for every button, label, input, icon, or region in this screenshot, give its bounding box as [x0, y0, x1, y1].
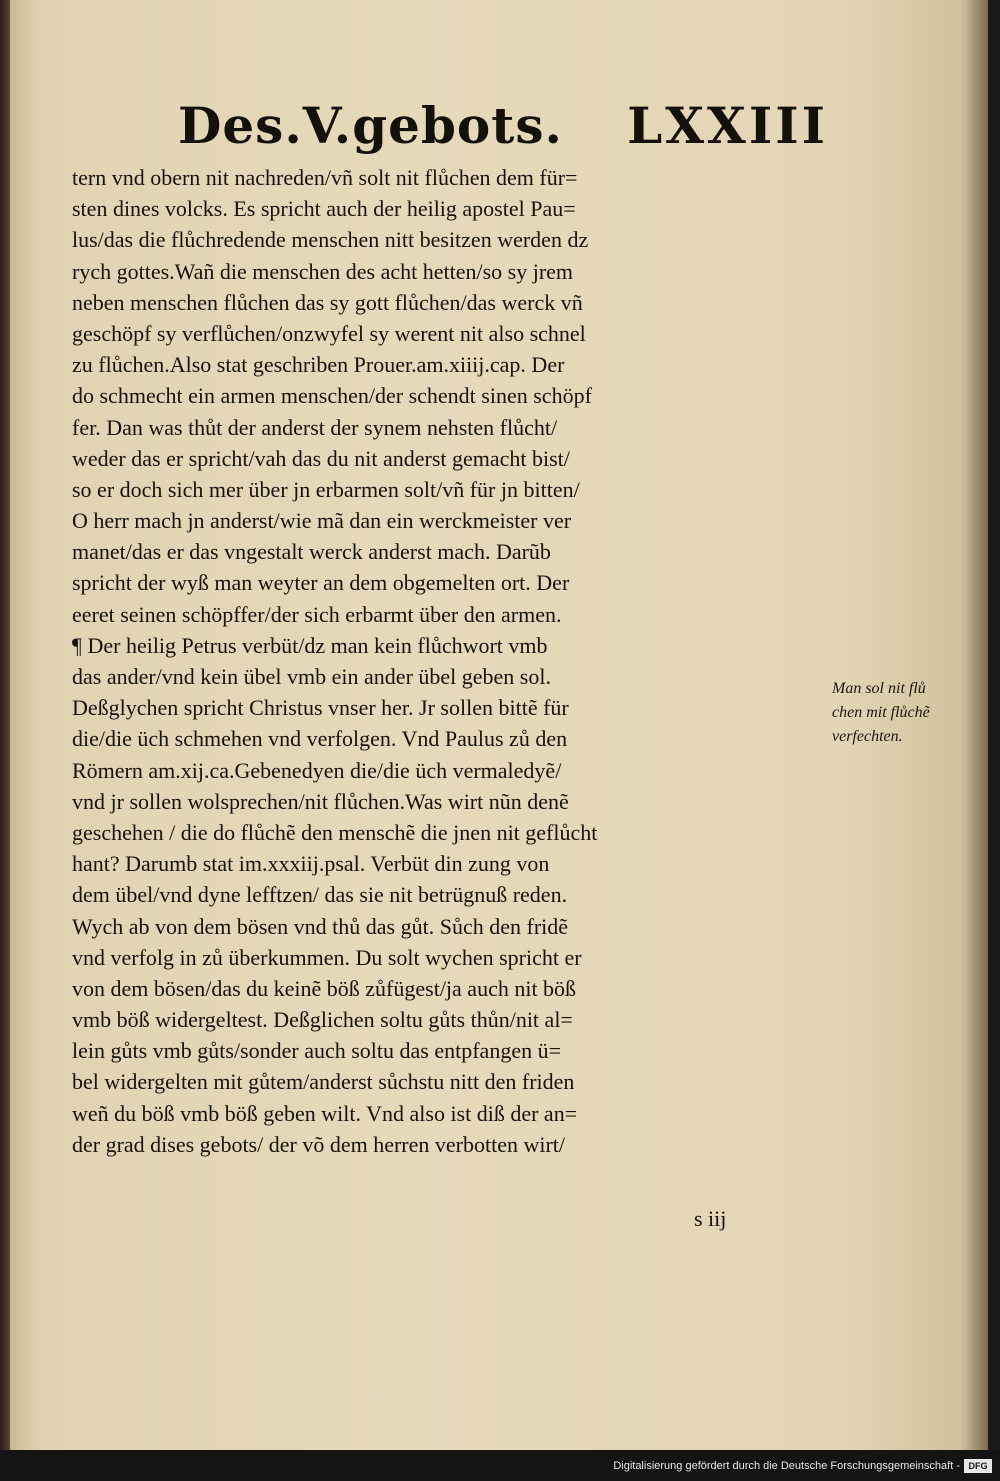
- marginal-line: chen mit flůchẽ: [832, 704, 930, 721]
- marginal-line: verfechten.: [832, 728, 903, 745]
- text-line: zu flůchen.Also stat geschriben Prouer.am.xiiij.cap. Der: [72, 352, 565, 378]
- text-line: ¶ Der heilig Petrus verbüt/dz man kein flůchwort vmb: [72, 632, 548, 658]
- marginal-line: Man sol nit flů: [832, 680, 926, 697]
- text-line: hant? Darumb stat im.xxxiij.psal. Verbüt din zung von: [72, 851, 550, 877]
- text-line: die/die üch schmehen vnd verfolgen. Vnd Paulus zů den: [72, 726, 568, 752]
- text-line: weñ du böß vmb böß geben wilt. Vnd also ist diß der an=: [72, 1100, 578, 1126]
- footer-bar: [0, 1450, 1000, 1481]
- text-line: dem übel/vnd dyne lefftzen/ das sie nit betrügnuß reden.: [72, 882, 568, 908]
- text-line: der grad dises gebots/ der võ dem herren verbotten wirt/: [72, 1131, 566, 1157]
- marginal-note: [832, 677, 982, 749]
- folio-number: LXXIII: [627, 96, 828, 155]
- text-line: fer. Dan was thůt der anderst der synem nehsten flůcht/: [72, 414, 558, 440]
- text-line: Wych ab von dem bösen vnd thů das gůt. Sůch den fridẽ: [72, 913, 569, 939]
- text-line: weder das er spricht/vah das du nit anderst gemacht bist/: [72, 445, 570, 471]
- text-line: geschöpf sy verflůchen/onzwyfel sy werent nit also schnel: [72, 320, 586, 346]
- text-line: eeret seinen schöpffer/der sich erbarmt über den armen.: [72, 601, 562, 627]
- text-line: vnd jr sollen wolsprechen/nit flůchen.Was wirt nũn denẽ: [72, 788, 569, 814]
- book-spine-edge: [0, 0, 10, 1481]
- text-line: Römern am.xij.ca.Gebenedyen die/die üch vermaledyẽ/: [72, 757, 562, 783]
- text-line: von dem bösen/das du keinẽ böß zůfügest/ja auch nit böß: [72, 975, 577, 1001]
- funding-credit: Digitalisierung gefördert durch die Deutsche Forschungsgemeinschaft -: [613, 1460, 960, 1472]
- text-line: neben menschen flůchen das sy gott flůchen/das werck vñ: [72, 289, 583, 315]
- text-line: so er doch sich mer über jn erbarmen solt/vñ für jn bitten/: [72, 476, 580, 502]
- text-line: manet/das er das vngestalt werck anderst mach. Darũb: [72, 539, 551, 565]
- text-line: geschehen / die do flůchẽ den menschẽ die jnen nit geflůcht: [72, 819, 598, 845]
- text-line: tern vnd obern nit nachreden/vñ solt nit flůchen dem für=: [72, 165, 578, 190]
- text-line: bel widergelten mit gůtem/anderst sůchstu nitt den friden: [72, 1069, 575, 1095]
- text-line: lein gůts vmb gůts/sonder auch soltu das entpfangen ü=: [72, 1038, 561, 1064]
- text-line: O herr mach jn anderst/wie mã dan ein werckmeister ver: [72, 508, 572, 534]
- text-line: sten dines volcks. Es spricht auch der heilig apostel Pau=: [72, 196, 576, 222]
- text-line: rych gottes.Wañ die menschen des acht hetten/so sy jrem: [72, 258, 574, 284]
- text-line: das ander/vnd kein übel vmb ein ander übel geben sol.: [72, 664, 551, 689]
- running-header: [178, 96, 828, 166]
- signature-mark: s iij: [694, 1206, 727, 1231]
- text-line: lus/das die flůchredende menschen nitt besitzen werden dz: [72, 227, 589, 253]
- text-line: spricht der wyß man weyter an dem obgemelten ort. Der: [72, 570, 570, 596]
- text-line: do schmecht ein armen menschen/der schendt sinen schöpf: [72, 383, 592, 409]
- dfg-logo: DFG: [964, 1459, 992, 1473]
- text-line: Deßglychen spricht Christus vnser her. Jr sollen bittẽ für: [72, 695, 569, 721]
- text-line: vmb böß widergeltest. Deßglichen soltu gůts thůn/nit al=: [72, 1007, 573, 1033]
- book-page: [10, 0, 988, 1450]
- body-text: [72, 162, 832, 1160]
- text-line: vnd verfolg in zů überkummen. Du solt wychen spricht er: [72, 944, 582, 970]
- running-title: Des.V.gebots.: [178, 96, 563, 155]
